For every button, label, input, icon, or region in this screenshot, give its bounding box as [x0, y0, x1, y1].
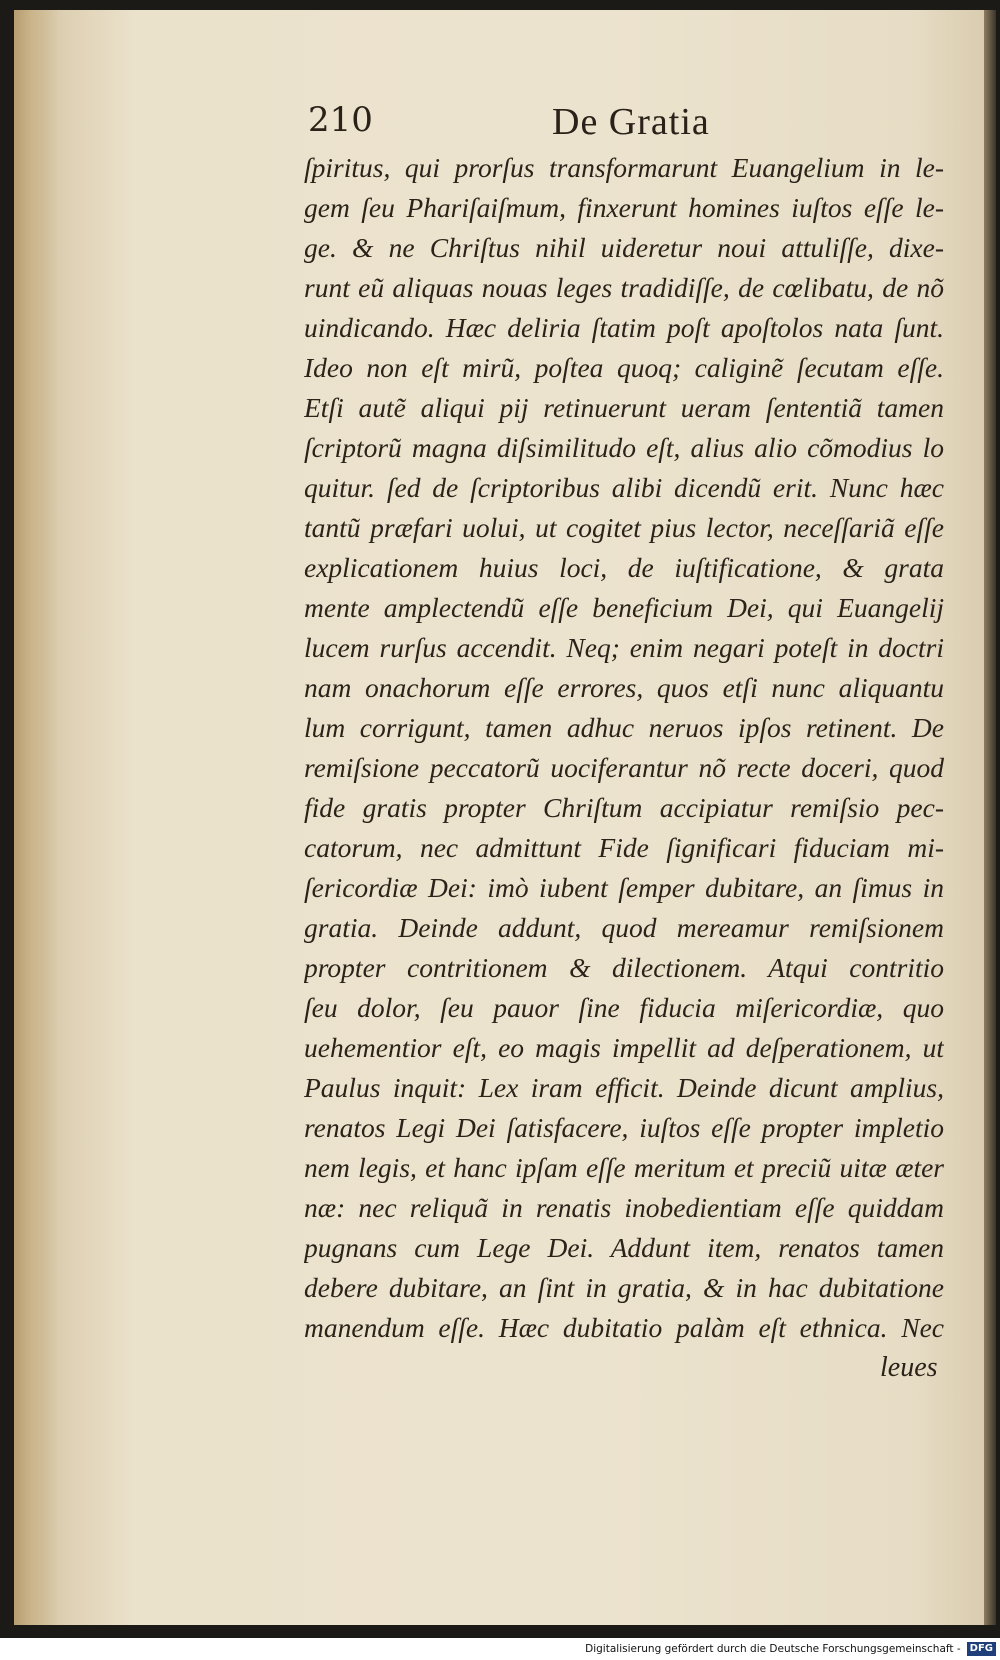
text-line: explicationem huius loci, de iuſtificatione, & grata	[304, 552, 944, 583]
text-line: uehementior eſt, eo magis impellit ad deſperationem, ut	[304, 1032, 944, 1063]
text-line: catorum, nec admittunt Fide ſignificari fiduciam mi-	[304, 832, 944, 863]
text-line: remiſsione peccatorũ uociferantur nõ recte doceri, quod	[304, 752, 944, 783]
text-line: gratia. Deinde addunt, quod mereamur remiſsionem	[304, 912, 944, 943]
text-line: Etſi autẽ aliqui pij retinuerunt ueram ſententiã tamen	[304, 392, 944, 423]
text-line: lucem rurſus accendit. Neq; enim negari poteſt in doctri	[304, 632, 944, 663]
digitization-footer	[0, 1638, 1000, 1660]
text-line: nam onachorum eſſe errores, quos etſi nunc aliquantu	[304, 672, 944, 703]
page-header	[308, 100, 748, 150]
dfg-logo-icon: DFG	[967, 1642, 996, 1656]
text-line: propter contritionem & dilectionem. Atqui contritio	[304, 952, 944, 983]
page-edge-shadow	[984, 10, 996, 1625]
text-line: runt eũ aliquas nouas leges tradidiſſe, de cœlibatu, de nõ	[304, 272, 944, 303]
body-text	[304, 148, 944, 1348]
text-line: lum corrigunt, tamen adhuc neruos ipſos retinent. De	[304, 712, 944, 743]
text-line: ſericordiæ Dei: imò iubent ſemper dubitare, an ſimus in	[304, 872, 944, 903]
text-line: ſpiritus, qui prorſus transformarunt Euangelium in le-	[304, 152, 944, 183]
page-number: 210	[308, 100, 373, 140]
text-line: Ideo non eſt mirũ, poſtea quoq; caliginẽ ſecutam eſſe.	[304, 352, 944, 383]
text-line: ge. & ne Chriſtus nihil uideretur noui attuliſſe, dixe-	[304, 232, 944, 263]
text-line: fide gratis propter Chriſtum accipiatur remiſsio pec-	[304, 792, 944, 823]
text-line: gem ſeu Phariſaiſmum, finxerunt homines iuſtos eſſe le-	[304, 192, 944, 223]
text-line: tantũ præfari uolui, ut cogitet pius lector, neceſſariã eſſe	[304, 512, 944, 543]
catchword: leues	[880, 1352, 938, 1383]
page-gutter-shadow	[14, 10, 58, 1625]
text-line: pugnans cum Lege Dei. Addunt item, renatos tamen	[304, 1232, 944, 1263]
text-line: mente amplectendũ eſſe beneficium Dei, qui Euangelij	[304, 592, 944, 623]
text-line: debere dubitare, an ſint in gratia, & in hac dubitatione	[304, 1272, 944, 1303]
text-line: manendum eſſe. Hæc dubitatio palàm eſt ethnica. Nec	[304, 1312, 944, 1343]
text-line: uindicando. Hæc deliria ſtatim poſt apoſtolos nata ſunt.	[304, 312, 944, 343]
text-line: næ: nec reliquã in renatis inobedientiam eſſe quiddam	[304, 1192, 944, 1223]
text-line: ſcriptorũ magna diſsimilitudo eſt, alius alio cõmodius lo	[304, 432, 944, 463]
footer-credit: Digitalisierung gefördert durch die Deutsche Forschungsgemeinschaft -	[585, 1643, 961, 1655]
text-line: Paulus inquit: Lex iram efficit. Deinde dicunt amplius,	[304, 1072, 944, 1103]
running-title: De Gratia	[552, 101, 710, 143]
text-line: ſeu dolor, ſeu pauor ſine fiducia miſericordiæ, quo	[304, 992, 944, 1023]
text-line: renatos Legi Dei ſatisfacere, iuſtos eſſe propter impletio	[304, 1112, 944, 1143]
text-line: nem legis, et hanc ipſam eſſe meritum et preciũ uitæ æter	[304, 1152, 944, 1183]
text-line: quitur. ſed de ſcriptoribus alibi dicendũ erit. Nunc hæc	[304, 472, 944, 503]
